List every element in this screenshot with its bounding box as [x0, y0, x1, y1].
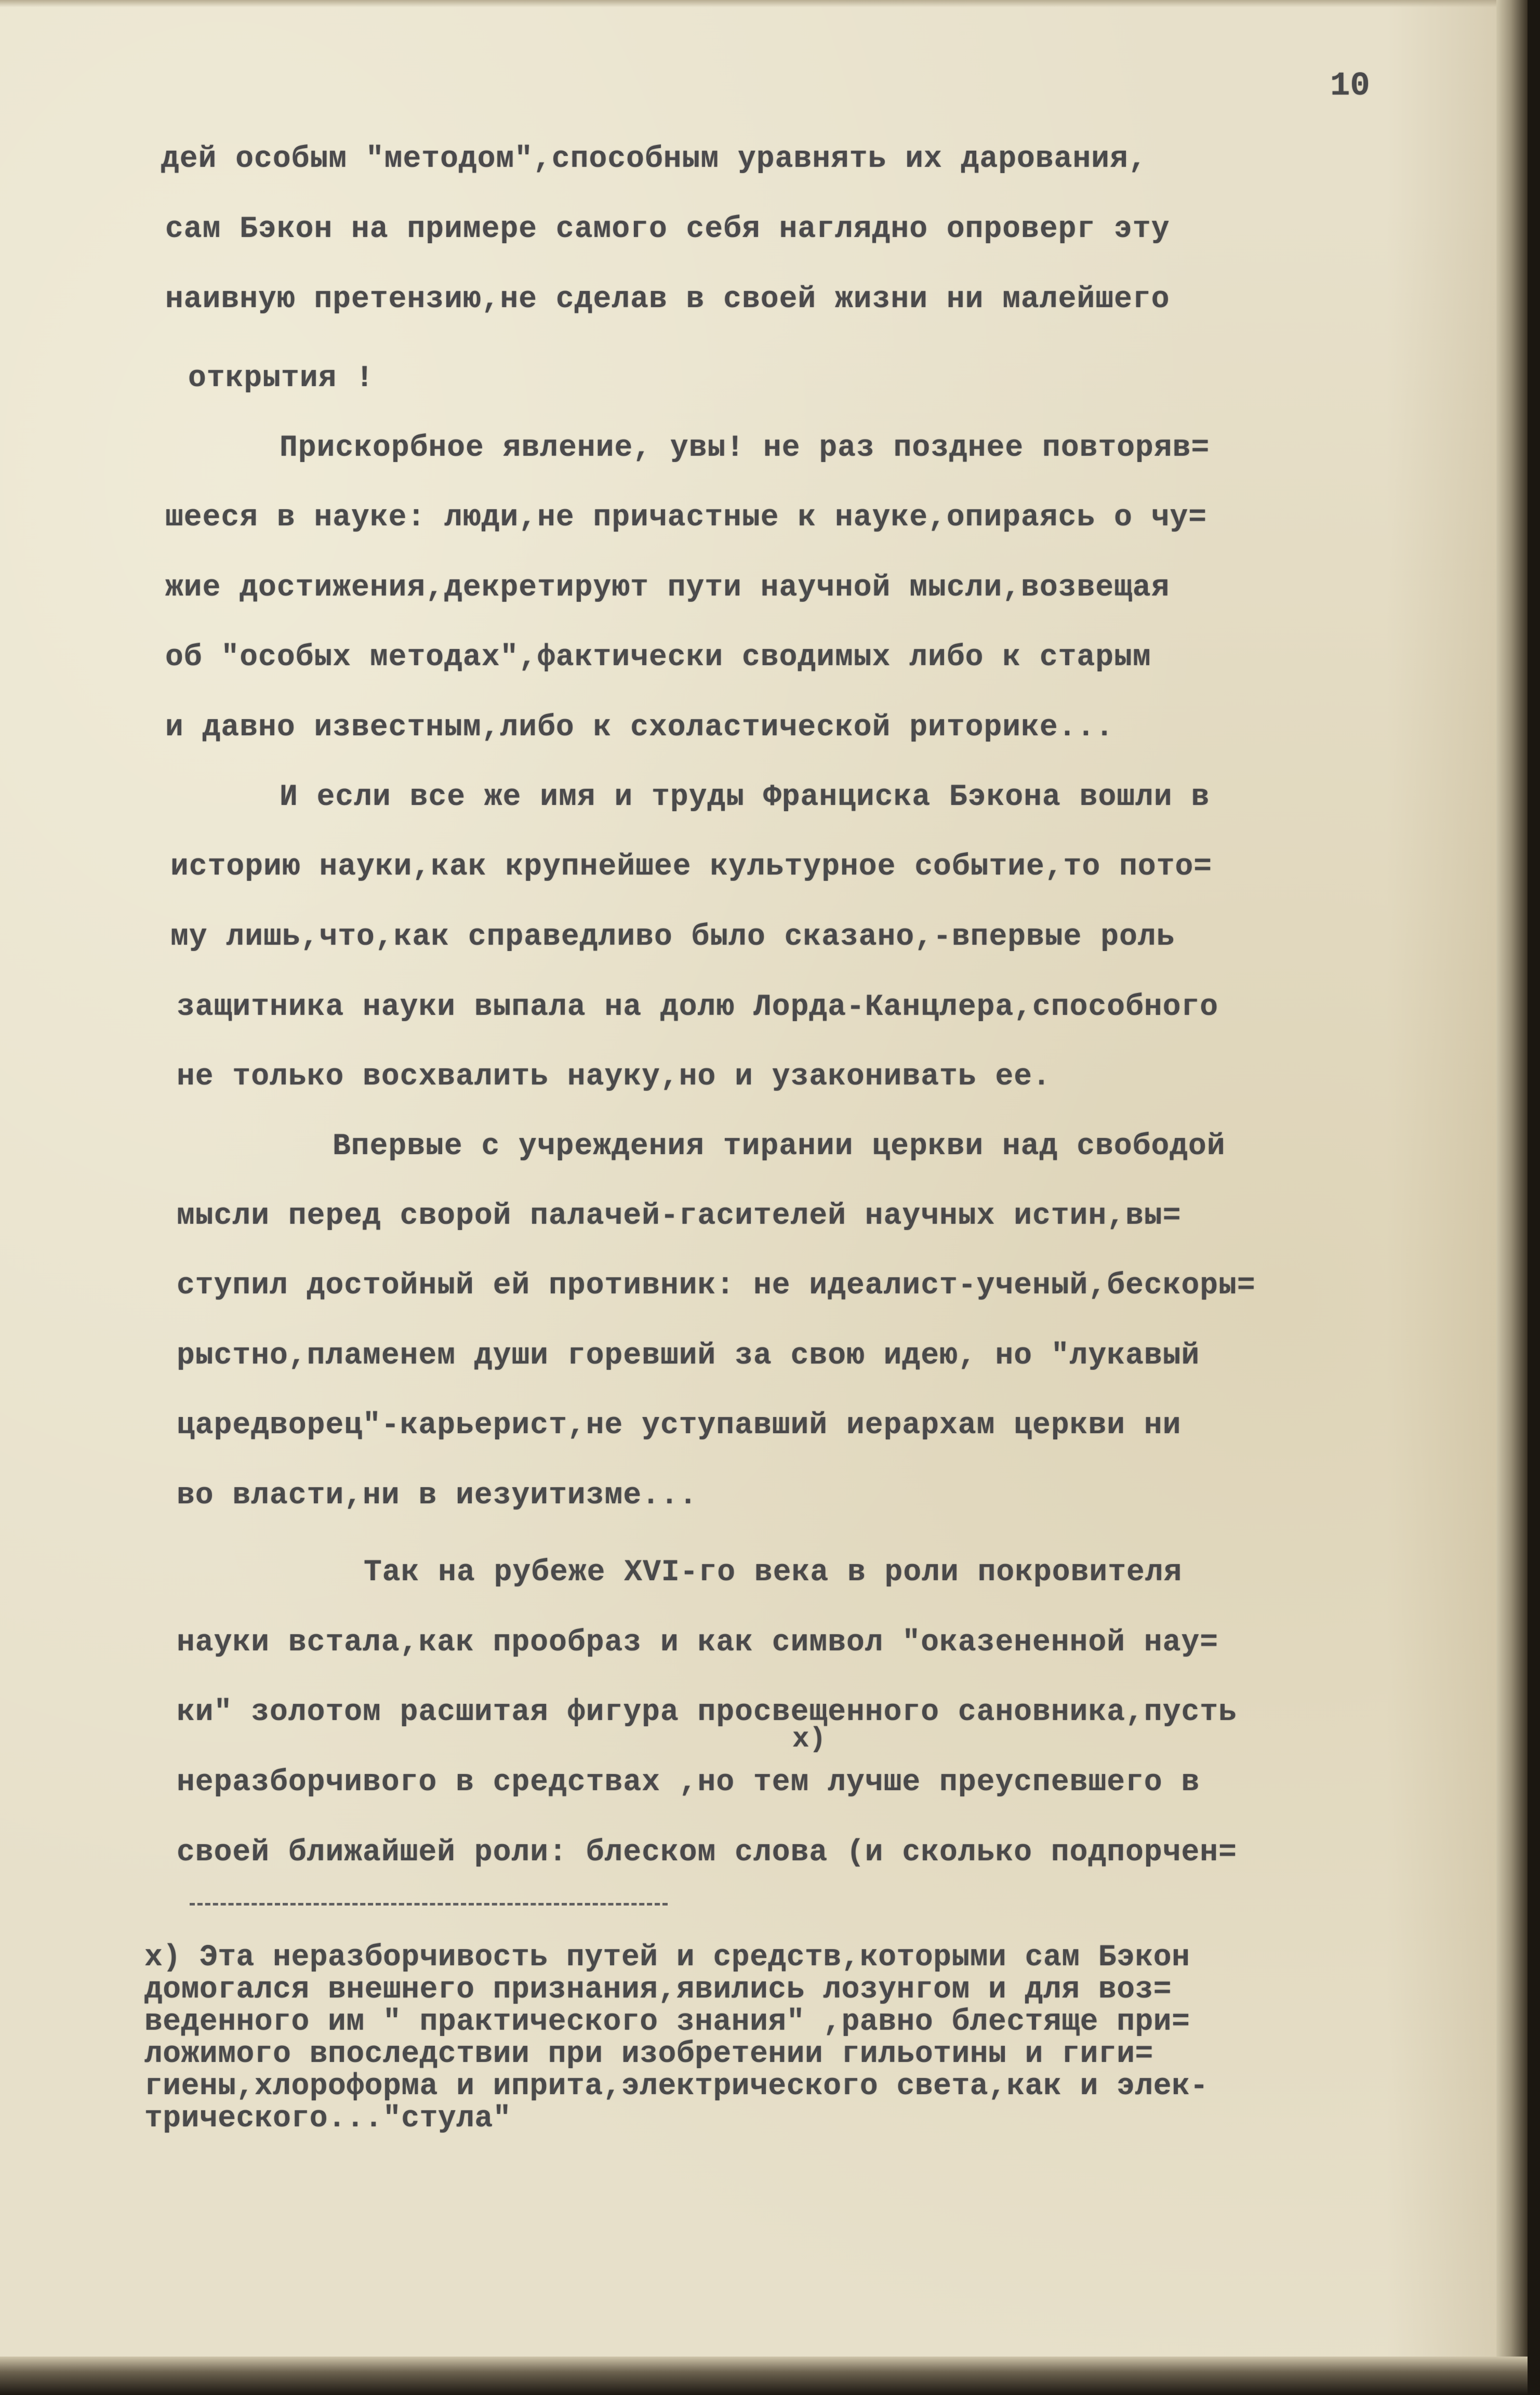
text-line: Впервые с учреждения тирании церкви над свободой: [333, 1130, 1226, 1163]
page-bottom-edge: [0, 2357, 1528, 2395]
text-line: защитника науки выпала на долю Лорда-Канцлера,способного: [177, 990, 1219, 1024]
text-line: ки" золотом расшитая фигура просвещенного сановника,пусть: [177, 1696, 1237, 1729]
text-line: не только восхвалить науку,но и узаконивать ее.: [177, 1060, 1051, 1094]
footnote-line: домогался внешнего признания,явились лозунгом и для воз=: [144, 1973, 1172, 2007]
footnote-line: трического..."стула": [144, 2102, 512, 2136]
footnote-line: веденного им " практического знания" ,равно блестяще при=: [144, 2005, 1190, 2039]
text-line: Прискорбное явление, увы! не раз позднее повторяв=: [280, 431, 1210, 465]
text-line: мысли перед сворой палачей-гасителей научных истин,вы=: [177, 1199, 1181, 1233]
text-line: об "особых методах",фактически сводимых либо к старым: [165, 641, 1151, 674]
text-line: своей ближайшей роли: блеском слова (и сколько подпорчен=: [177, 1836, 1237, 1870]
text-line: И если все же имя и труды Франциска Бэкона вошли в: [280, 780, 1210, 814]
text-line: царедворец"-карьерист,не уступавший иерархам церкви ни: [177, 1409, 1181, 1443]
text-line: науки встала,как прообраз и как символ "оказененной нау=: [177, 1626, 1219, 1660]
text-line: Так на рубеже XVI-го века в роли покровителя: [364, 1556, 1183, 1590]
page-top-edge: [0, 0, 1507, 7]
text-line: неразборчивого в средствах ,но тем лучше преуспевшего в: [177, 1766, 1200, 1799]
footnote-line: гиены,хлороформа и иприта,электрического света,как и элек-: [144, 2070, 1209, 2103]
text-line: рыстно,пламенем души горевший за свою идею, но "лукавый: [177, 1339, 1200, 1373]
text-line: жие достижения,декретируют пути научной мысли,возвещая: [165, 571, 1170, 605]
page-right-edge: [1496, 0, 1528, 2395]
footnote-line: ложимого впоследствии при изобретении гильотины и гиги=: [144, 2037, 1153, 2071]
footnote-reference-mark: x): [792, 1724, 826, 1755]
text-line: и давно известным,либо к схоластической риторике...: [165, 711, 1114, 745]
text-line: дей особым "методом",способным уравнять их дарования,: [161, 142, 1147, 176]
footnote-separator: [190, 1903, 668, 1906]
text-line: шееся в науке: люди,не причастные к науке,опираясь о чу=: [165, 501, 1207, 535]
text-line: историю науки,как крупнейшее культурное событие,то пото=: [170, 850, 1213, 884]
text-line: му лишь,что,как справедливо было сказано,-впервые роль: [170, 920, 1175, 954]
footnote-line: x) Эта неразборчивость путей и средств,которыми сам Бэкон: [144, 1941, 1190, 1975]
text-line: сам Бэкон на примере самого себя наглядно опроверг эту: [165, 213, 1170, 246]
text-line: открытия !: [188, 362, 375, 395]
text-line: наивную претензию,не сделав в своей жизни ни малейшего: [165, 283, 1170, 316]
text-line: ступил достойный ей противник: не идеалист-ученый,бескоры=: [177, 1269, 1256, 1303]
text-line: во власти,ни в иезуитизме...: [177, 1479, 698, 1513]
page-number: 10: [1330, 68, 1370, 105]
